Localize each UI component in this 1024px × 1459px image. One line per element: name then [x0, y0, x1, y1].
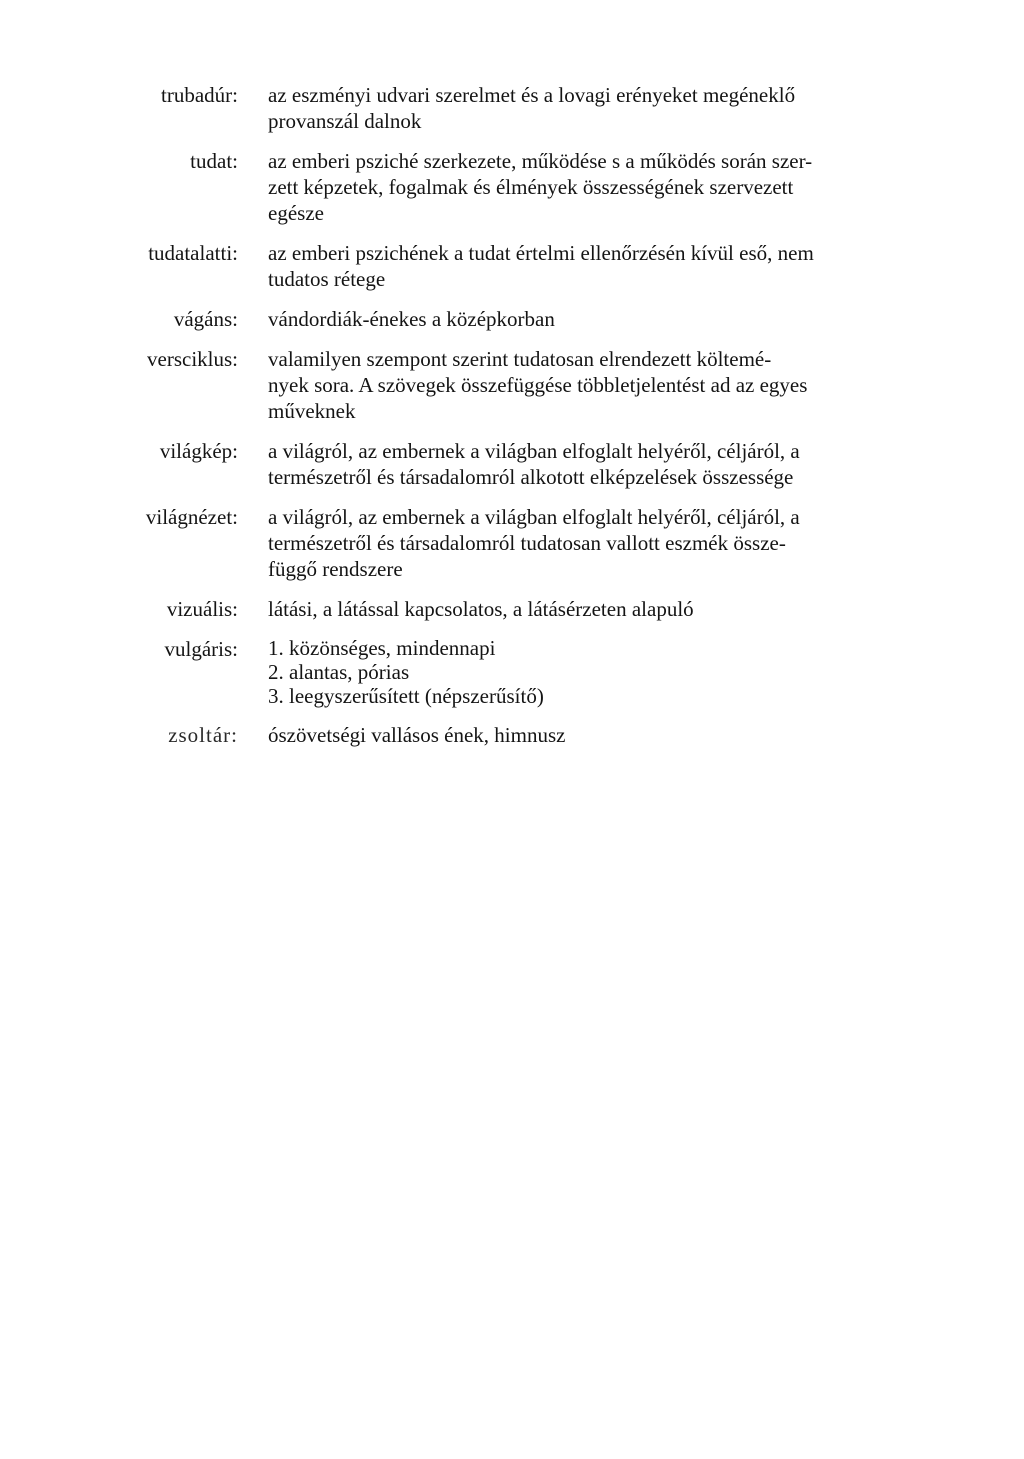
glossary-entry-vilagkep [100, 438, 920, 490]
definition-line: egésze [268, 201, 324, 225]
glossary-entry-zsoltar [100, 722, 920, 748]
definition-line: nyek sora. A szövegek összefüggése többletjelentést ad az egyes [268, 373, 808, 397]
definition-line: a világról, az embernek a világban elfoglalt helyéről, céljáról, a [268, 439, 800, 463]
definition [268, 596, 908, 622]
definition-line: zett képzetek, fogalmak és élmények összességének szervezett [268, 175, 794, 199]
definition [268, 82, 908, 134]
definition [268, 636, 908, 708]
definition-line: függő rendszere [268, 557, 403, 581]
term-label: vizuális: [166, 597, 238, 621]
term-label: trubadúr: [161, 83, 238, 107]
term-label: versciklus: [147, 347, 238, 371]
definition-list-item: 1. közönséges, mindennapi [268, 636, 496, 660]
term-label: tudat: [190, 149, 238, 173]
definition-list-item: 3. leegyszerűsített (népszerűsítő) [268, 684, 544, 708]
definition-line: az eszményi udvari szerelmet és a lovagi erényeket megéneklő [268, 83, 796, 107]
definition [268, 240, 908, 292]
definition [268, 438, 908, 490]
glossary-entry-tudat [100, 148, 920, 226]
definition-line: látási, a látással kapcsolatos, a látásérzeten alapuló [268, 597, 694, 621]
glossary-list [100, 82, 920, 762]
glossary-entry-vulgaris [100, 636, 920, 708]
term-label: világnézet: [145, 505, 238, 529]
term-label: zsoltár: [168, 723, 238, 747]
definition-list-item: 2. alantas, pórias [268, 660, 410, 684]
definition-line: a világról, az embernek a világban elfoglalt helyéről, céljáról, a [268, 505, 800, 529]
term-label: tudatalatti: [148, 241, 238, 265]
glossary-entry-vagans [100, 306, 920, 332]
glossary-entry-vizualis [100, 596, 920, 622]
definition-line: ószövetségi vallásos ének, himnusz [268, 723, 566, 747]
definition [268, 346, 908, 424]
glossary-entry-versciklus [100, 346, 920, 424]
definition [268, 722, 908, 748]
term-label: világkép: [159, 439, 238, 463]
glossary-entry-tudatalatti [100, 240, 920, 292]
term-label: vágáns: [173, 307, 238, 331]
glossary-entry-vilagnezet [100, 504, 920, 582]
definition-line: valamilyen szempont szerint tudatosan elrendezett költemé- [268, 347, 772, 371]
definition-line: természetről és társadalomról alkotott elképzelések összessége [268, 465, 794, 489]
definition-line: provanszál dalnok [268, 109, 422, 133]
glossary-entry-trubadur [100, 82, 920, 134]
definition-line: az emberi psziché szerkezete, működése s a működés során szer- [268, 149, 813, 173]
term-label: vulgáris: [164, 637, 238, 661]
definition-line: az emberi pszichének a tudat értelmi ellenőrzésén kívül eső, nem [268, 241, 814, 265]
definition-line: vándordiák-énekes a középkorban [268, 307, 555, 331]
definition-numbered-list [268, 636, 908, 708]
definition-line: műveknek [268, 399, 356, 423]
definition [268, 306, 908, 332]
definition [268, 148, 908, 226]
definition [268, 504, 908, 582]
definition-line: tudatos rétege [268, 267, 386, 291]
definition-line: természetről és társadalomról tudatosan vallott eszmék össze- [268, 531, 786, 555]
